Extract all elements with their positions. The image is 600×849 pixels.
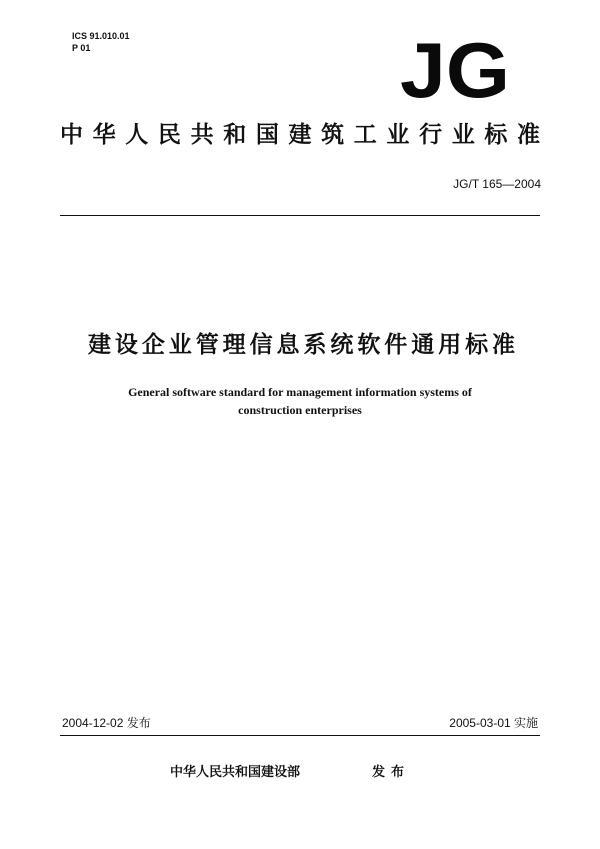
- document-title-en-line2: construction enterprises: [238, 403, 362, 417]
- jg-logo: [399, 40, 511, 100]
- document-title-cn: 建设企业管理信息系统软件通用标准: [88, 332, 515, 358]
- standard-number: JG/T 165—2004: [453, 177, 541, 191]
- issuing-authority: 中华人民共和国建设部: [170, 765, 301, 780]
- document-title-en-line1: General software standard for management information systems of: [128, 385, 472, 399]
- ministry-standard-header: 中华人民共和国建筑工业行业标准: [60, 122, 540, 148]
- jg-logo-graphic: [399, 40, 511, 100]
- top-divider: [60, 215, 540, 216]
- ics-code: ICS 91.010.01: [72, 31, 130, 41]
- implementation-date: 2005-03-01 实施: [449, 716, 538, 730]
- bottom-divider: [60, 735, 540, 736]
- jg-logo-text: JG: [400, 40, 510, 100]
- classification-codes: [72, 30, 130, 54]
- ccs-code: P 01: [72, 43, 91, 53]
- document-title-en: [60, 383, 540, 419]
- issue-date: 2004-12-02 发布: [62, 716, 151, 730]
- issue-label: 发布: [372, 765, 411, 780]
